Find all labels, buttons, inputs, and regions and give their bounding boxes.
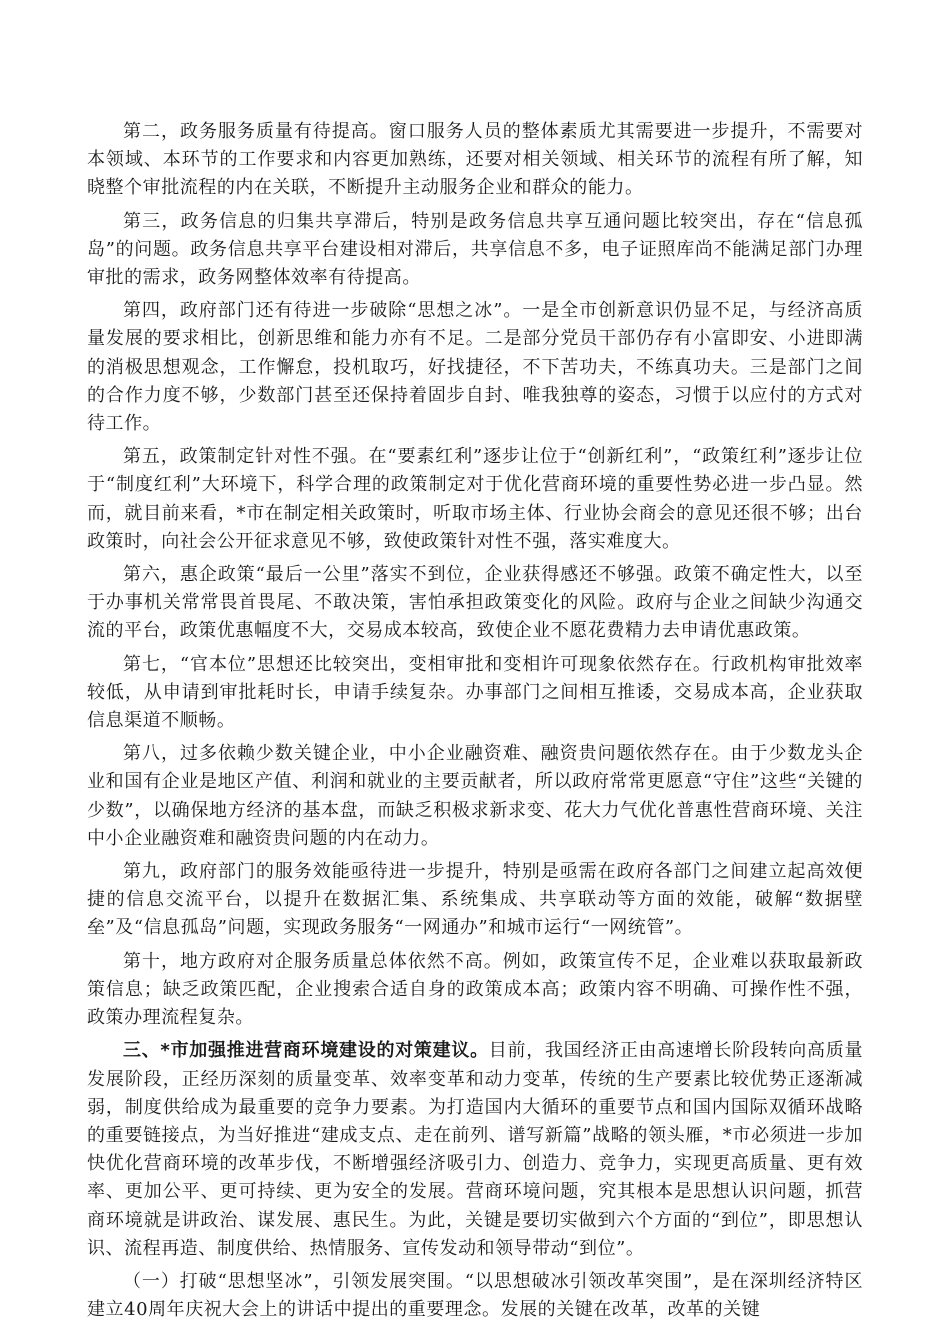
section-three-paragraph — [87, 1037, 863, 1263]
section-three-heading: 三、*市加强推进营商环境建设的对策建议。 — [123, 1040, 489, 1062]
paragraph-fourth: 第四，政府部门还有待进一步破除“思想之冰”。一是全市创新意识仍显不足，与经济高质量发展的要求相比，创新思维和能力亦有不足。二是部分党员干部仍存有小富即安、小进即满的消极思想观念，工作懈怠，投机取巧，好找捷径，不下苦功夫，不练真功夫。三是部门之间的合作力度不够，少数部门甚至还保持着固步自封、唯我独尊的姿态，习惯于以应付的方式对待工作。 — [87, 300, 863, 435]
paragraph-tenth: 第十，地方政府对企服务质量总体依然不高。例如，政策宣传不足，企业难以获取最新政策信息；缺乏政策匹配，企业搜索合适自身的政策成本高；政策内容不明确、可操作性不强，政策办理流程复杂。 — [87, 950, 863, 1029]
paragraph-third: 第三，政务信息的归集共享滞后，特别是政务信息共享互通问题比较突出，存在“信息孤岛”的问题。政务信息共享平台建设相对滞后，共享信息不多，电子证照库尚不能满足部门办理审批的需求，政务网整体效率有待提高。 — [87, 210, 863, 289]
section-three-body: 目前，我国经济正由高速增长阶段转向高质量发展阶段，正经历深刻的质量变革、效率变革和动力变革，传统的生产要素比较优势正逐渐减弱，制度供给成为最重要的竞争力要素。为打造国内大循环的重要节点和国内国际双循环战略的重要链接点，为当好推进“建成支点、走在前列、谱写新篇”战略的领头雁，*市必须进一步加快优化营商环境的改革步伐，不断增强经济吸引力、创造力、竞争力，实现更高质量、更有效率、更加公平、更可持续、更为安全的发展。营商环境问题，究其根本是思想认识问题，抓营商环境就是讲政治、谋发展、惠民生。为此，关键是要切实做到六个方面的“到位”，即思想认识、流程再造、制度供给、热情服务、宣传发动和领导带动“到位”。 — [87, 1040, 863, 1259]
paragraph-eighth: 第八，过多依赖少数关键企业，中小企业融资难、融资贵问题依然存在。由于少数龙头企业和国有企业是地区产值、利润和就业的主要贡献者，所以政府常常更愿意“守住”这些“关键的少数”，以确保地方经济的基本盘，而缺乏积极求新求变、花大力气优化普惠性营商环境、关注中小企业融资难和融资贵问题的内在动力。 — [87, 743, 863, 849]
paragraph-seventh: 第七，“官本位”思想还比较突出，变相审批和变相许可现象依然存在。行政机构审批效率较低，从申请到审批耗时长，申请手续复杂。办事部门之间相互推诿，交易成本高，企业获取信息渠道不顺畅。 — [87, 653, 863, 732]
paragraph-fifth: 第五，政策制定针对性不强。在“要素红利”逐步让位于“创新红利”，“政策红利”逐步让位于“制度红利”大环境下，科学合理的政策制定对于优化营商环境的重要性势必进一步凸显。然而，就目前来看，*市在制定相关政策时，听取市场主体、行业协会商会的意见还很不够；出台政策时，向社会公开征求意见不够，致使政策针对性不强，落实难度大。 — [87, 446, 863, 552]
paragraph-ninth: 第九，政府部门的服务效能亟待进一步提升，特别是亟需在政府各部门之间建立起高效便捷的信息交流平台，以提升在数据汇集、系统集成、共享联动等方面的效能，破解“数据壁垒”及“信息孤岛”问题，实现政务服务“一网通办”和城市运行“一网统管”。 — [87, 861, 863, 939]
subsection-one-paragraph: （一）打破“思想坚冰”，引领发展突围。“以思想破冰引领改革突围”，是在深圳经济特区建立40周年庆祝大会上的讲话中提出的重要理念。发展的关键在改革，改革的关键 — [87, 1270, 863, 1321]
paragraph-second: 第二，政务服务质量有待提高。窗口服务人员的整体素质尤其需要进一步提升，不需要对本领域、本环节的工作要求和内容更加熟练，还要对相关领域、相关环节的流程有所了解，知晓整个审批流程的内在关联，不断提升主动服务企业和群众的能力。 — [87, 121, 863, 199]
paragraph-sixth: 第六，惠企政策“最后一公里”落实不到位，企业获得感还不够强。政策不确定性大，以至于办事机关常常畏首畏尾、不敢决策，害怕承担政策变化的风险。政府与企业之间缺少沟通交流的平台，政策优惠幅度不大，交易成本较高，致使企业不愿花费精力去申请优惠政策。 — [87, 564, 863, 642]
document-page — [87, 118, 863, 1329]
